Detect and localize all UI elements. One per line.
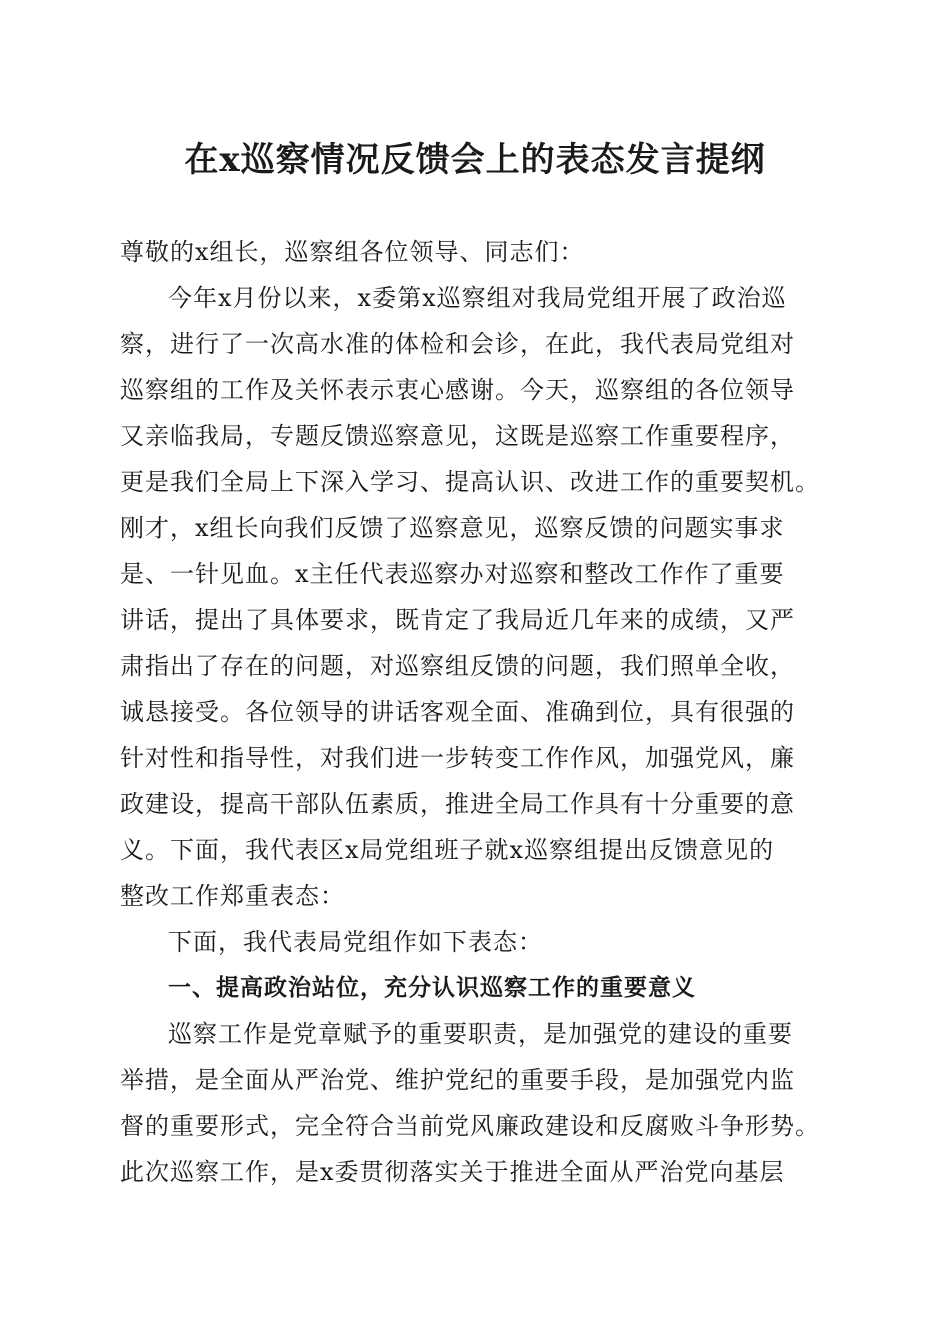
paragraph-line: 义。下面，我代表区x局党组班子就x巡察组提出反馈意见的 [120, 836, 775, 864]
paragraph-line: 诚恳接受。各位领导的讲话客观全面、准确到位，具有很强的 [120, 698, 795, 726]
paragraph-line: 讲话，提出了具体要求，既肯定了我局近几年来的成绩，又严 [120, 606, 795, 634]
paragraph-line: 更是我们全局上下深入学习、提高认识、改进工作的重要契机。 [120, 468, 820, 496]
paragraph-line: 刚才，x组长向我们反馈了巡察意见，巡察反馈的问题实事求 [120, 514, 785, 542]
paragraph-line: 察，进行了一次高水准的体检和会诊，在此，我代表局党组对 [120, 330, 795, 358]
salutation: 尊敬的x组长，巡察组各位领导、同志们： [120, 238, 585, 266]
paragraph-line: 此次巡察工作，是x委贯彻落实关于推进全面从严治党向基层 [120, 1158, 785, 1186]
document-title: 在x巡察情况反馈会上的表态发言提纲 [184, 140, 766, 180]
paragraph-line: 督的重要形式，完全符合当前党风廉政建设和反腐败斗争形势。 [120, 1112, 820, 1140]
paragraph-line: 又亲临我局，专题反馈巡察意见，这既是巡察工作重要程序， [120, 422, 795, 450]
section-heading: 一、提高政治站位，充分认识巡察工作的重要意义 [168, 975, 696, 1001]
paragraph-line: 是、一针见血。x主任代表巡察办对巡察和整改工作作了重要 [120, 560, 785, 588]
paragraph-line: 政建设，提高干部队伍素质，推进全局工作具有十分重要的意 [120, 790, 795, 818]
paragraph-line: 巡察组的工作及关怀表示衷心感谢。今天，巡察组的各位领导 [120, 376, 795, 404]
paragraph-section-one [120, 1011, 850, 1195]
document-body [120, 229, 850, 1195]
paragraph-line: 整改工作郑重表态： [120, 882, 345, 910]
paragraph-line: 今年x月份以来，x委第x巡察组对我局党组开展了政治巡 [168, 284, 787, 312]
paragraph-statement-intro: 下面，我代表局党组作如下表态： [168, 928, 543, 956]
paragraph-line: 针对性和指导性，对我们进一步转变工作作风，加强党风，廉 [120, 744, 795, 772]
paragraph-line: 巡察工作是党章赋予的重要职责，是加强党的建设的重要 [168, 1020, 793, 1048]
paragraph-line: 举措，是全面从严治党、维护党纪的重要手段，是加强党内监 [120, 1066, 795, 1094]
paragraph-line: 肃指出了存在的问题，对巡察组反馈的问题，我们照单全收， [120, 652, 795, 680]
paragraph-intro [120, 275, 850, 919]
